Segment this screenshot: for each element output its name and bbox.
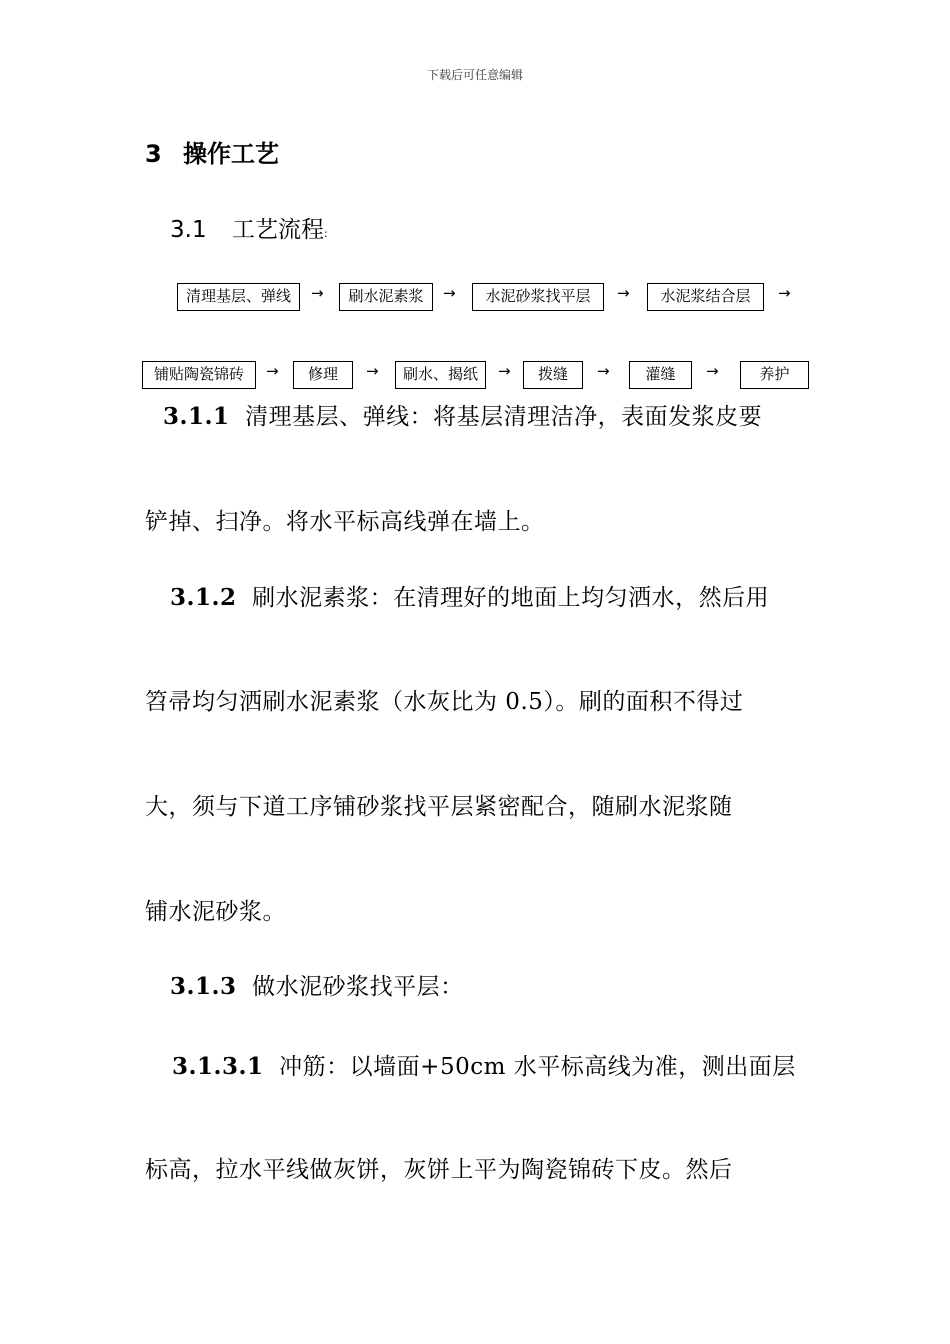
paragraph-3-1-1-line-2: 铲掉、扫净。将水平标高线弹在墙上。: [145, 509, 545, 535]
paragraph-3-1-3-1-line-2: 标高，拉水平线做灰饼，灰饼上平为陶瓷锦砖下皮。然后: [145, 1157, 733, 1183]
section-heading: [145, 134, 279, 169]
paragraph-number: 3.1.3: [170, 973, 237, 1000]
flow-step-9: 灌缝: [629, 361, 692, 389]
paragraph-3-1-2-line-2: 笤帚均匀洒刷水泥素浆（水灰比为 0.5）。刷的面积不得过: [145, 689, 744, 715]
flow-arrow-icon: →: [443, 284, 456, 302]
paragraph-3-1-3-1-line-1: 3.1.3.1 冲筋：以墙面+50cm 水平标高线为准，测出面层: [172, 1053, 796, 1080]
flow-arrow-icon: →: [311, 284, 324, 302]
subsection-colon: :: [324, 227, 328, 240]
paragraph-3-1-2-line-4: 铺水泥砂浆。: [145, 899, 286, 925]
flow-step-8: 拨缝: [523, 361, 583, 389]
flow-arrow-icon: →: [706, 362, 719, 380]
flow-arrow-icon: →: [266, 362, 279, 380]
flow-step-7: 刷水、揭纸: [395, 361, 486, 389]
flow-arrow-icon: →: [498, 362, 511, 380]
flow-arrow-icon: →: [597, 362, 610, 380]
flow-step-2: 刷水泥素浆: [339, 283, 433, 311]
section-title: 操作工艺: [183, 140, 279, 168]
section-number: 3: [145, 140, 162, 168]
flow-arrow-icon: →: [778, 284, 791, 302]
subsection-number: 3.1: [170, 217, 207, 243]
flow-step-5: 铺贴陶瓷锦砖: [142, 361, 256, 389]
subsection-heading: [170, 211, 328, 244]
flow-step-3: 水泥砂浆找平层: [472, 283, 604, 311]
paragraph-3-1-2-line-3: 大，须与下道工序铺砂浆找平层紧密配合，随刷水泥浆随: [145, 794, 733, 820]
paragraph-number: 3.1.3.1: [172, 1053, 264, 1080]
paragraph-3-1-2-line-1: 3.1.2 刷水泥素浆：在清理好的地面上均匀洒水，然后用: [170, 584, 770, 611]
subsection-title: 工艺流程: [232, 217, 324, 243]
flow-arrow-icon: →: [617, 284, 630, 302]
flow-step-6: 修理: [293, 361, 353, 389]
flow-step-1: 清理基层、弹线: [177, 283, 300, 311]
paragraph-3-1-1-line-1: 3.1.1 清理基层、弹线：将基层清理洁净，表面发浆皮要: [163, 403, 763, 430]
flow-step-10: 养护: [740, 361, 809, 389]
flow-arrow-icon: →: [366, 362, 379, 380]
paragraph-number: 3.1.1: [163, 403, 230, 430]
paragraph-3-1-3: 3.1.3 做水泥砂浆找平层：: [170, 973, 464, 1000]
paragraph-number: 3.1.2: [170, 584, 237, 611]
page-header: 下载后可任意编辑: [426, 68, 523, 82]
flow-step-4: 水泥浆结合层: [647, 283, 764, 311]
